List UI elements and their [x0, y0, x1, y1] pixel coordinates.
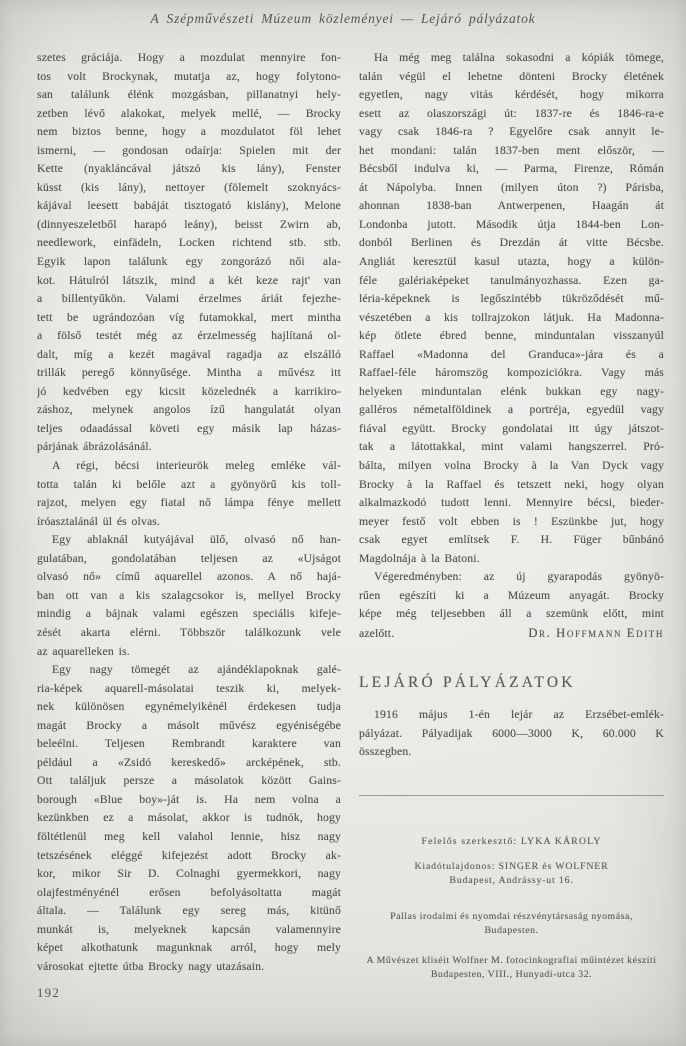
paragraph — [37, 661, 341, 976]
paragraph — [359, 706, 664, 762]
text-line: kezünkben ez a másolat, akkor is tudnók, hogy — [37, 811, 341, 825]
paragraph — [37, 457, 341, 531]
text-line: Ott találjuk persze a másolatok között Gains- — [37, 774, 341, 788]
text-line: a billentyűkön. Valami érzelmes áriát fejezhe- — [37, 292, 341, 306]
running-head: A Szépművészeti Múzeum közleményei — Lejáró pályázatok — [150, 11, 536, 26]
text-line: Végeredményben: az új gyarapodás gyönyö- — [374, 570, 664, 584]
text-line: kot. Hátulról látszik, mind a két keze rajt' van — [37, 273, 341, 287]
text-line: Angliát keresztül kasul utazta, hogy a külön- — [359, 255, 664, 269]
text-line: trillák peregő könnyűsége. Mintha a művész itt — [37, 366, 341, 380]
author-signature: Dr. Hoffmann Edith — [528, 625, 664, 640]
text-line: olajfestményénél erősen befolyásoltatta magát — [37, 885, 341, 899]
text-line: borough «Blue boy»-ját is. Ha nem volna a — [37, 792, 341, 806]
paragraph — [359, 568, 664, 624]
text-line: olvasó nő» című aquarellel azonos. A nő hajá- — [37, 570, 341, 584]
text-line: az aquarelleken is. — [37, 644, 130, 658]
text-line: san találunk élénk mozgásban, pillanatnyi hely- — [37, 88, 341, 102]
text-line: tetszésének eléggé kifejezést adott Brocky ak- — [37, 848, 341, 862]
section-body-text — [359, 706, 664, 762]
text-line: a fölső testét még az érzelmesség hajlítaná ol- — [37, 329, 341, 343]
text-line: át Nápolyba. Innen (milyen úton ?) Párisba, — [359, 180, 664, 194]
text-line: meyer festő volt ebben is ! Eszünkbe jut, hogy — [359, 514, 664, 528]
text-line: íróasztalánál ül és olvas. — [37, 514, 161, 528]
text-line: Kette (nyakláncával játszó kis lány), Fenster — [37, 162, 341, 176]
text-line: egyetlen, nagy vitás kérdését, hogy mikorra — [359, 88, 664, 102]
text-line: 1916 május 1-én lejár az Erzsébet-emlék- — [374, 708, 664, 722]
text-line: tos volt Brockynak, mutatja az, hogy folytono- — [37, 69, 341, 83]
text-line: föltétlenül meg kell valahol lennie, hisz nagy — [37, 829, 341, 843]
text-line: Egy nagy tömegét az ajándéklapoknak galé- — [52, 663, 341, 677]
imprint-line: Pallas irodalmi és nyomdai részvénytársaság nyomása, — [390, 911, 633, 923]
text-line: általa. — Találunk egy sereg más, kitünő — [37, 904, 341, 918]
text-line: het mondani: talán 1837-ben ment először, — — [359, 143, 664, 157]
text-line: összegben. — [359, 745, 412, 759]
paragraph — [359, 49, 664, 568]
text-line: vészetében a kis tollrajzokon látjuk. Ha Madonna- — [359, 310, 664, 324]
text-line: például a «Zsidó kereskedő» arcképének, stb. — [37, 755, 341, 769]
text-line: Magdolnája à la Batoni. — [359, 551, 480, 565]
text-line: zetben lévő alakokat, melyek mellé, — Brocky — [37, 106, 341, 120]
text-line: rajzot, melyen egy fiatal nő lámpa fénye mellett — [37, 496, 341, 510]
signature-lead-text: azelőtt. — [359, 626, 395, 640]
text-line: Raffael-féle háromszög kompoziciókra. Vagy más — [359, 366, 664, 380]
text-line: nek különösen egynémelyikénél érdekesen tudja — [37, 700, 341, 714]
text-line: záshoz, melynek angolos ízű hangulatát olyan — [37, 403, 341, 417]
text-line: Bécsből indulva ki, — Parma, Firenze, Rómán — [359, 162, 664, 176]
right-text-column — [359, 49, 664, 981]
imprint-line: Felelős szerkesztő: LYKA KÁROLY — [421, 835, 602, 847]
text-line: dalt, míg a kezét magával ragadja az elszálló — [37, 347, 341, 361]
text-line: A régi, bécsi interieurök meleg emléke vál- — [52, 459, 341, 473]
text-line: ria-képek aquarell-másolatai teszik ki, melyek- — [37, 681, 341, 695]
text-line: párjának ábrázolásánál. — [37, 440, 152, 454]
text-line: bálta, milyen volna Brocky à la Van Dyck vagy — [359, 459, 664, 473]
text-line: Brocky à la Raffael és tetszett neki, hogy olyan — [359, 477, 664, 491]
text-line: beleélni. Teljesen Rembrandt karaktere van — [37, 737, 341, 751]
text-line: kor, mikor Sir D. Colnaghi gyermekkori, nagy — [37, 867, 341, 881]
imprint-block — [359, 835, 664, 982]
text-line: pályázat. Pályadijak 6000—3000 K, 60.000 K — [359, 726, 664, 740]
text-line: rűen egészíti ki a Múzeum anyagát. Brocky — [359, 588, 664, 602]
text-line: galléros németalföldinek a portréja, egyedül vagy — [359, 403, 664, 417]
text-line: kép ötlete ébred benne, minduntalan visszanyúl — [359, 329, 664, 343]
text-line: Ha még meg találna sokasodni a kópiák tömege, — [374, 51, 664, 64]
text-line: Egy ablaknál kutyájával ülő, olvasó nő han- — [52, 533, 341, 547]
text-line: munkát is, melyeknek kapcsán valamennyire — [37, 922, 341, 936]
left-text-column — [37, 49, 341, 976]
text-line: totta talán ki belőle azt a gyönyörű kis toll- — [37, 477, 341, 491]
text-line: küsst (kis lány), nettoyer (fölemelt szoknyács- — [37, 180, 341, 194]
text-line: zését akarta elérni. Többször találkozunk vele — [37, 625, 341, 639]
imprint-line: Budapesten, VIII., Hunyadi-utca 32. — [430, 968, 593, 980]
text-line: fiával együtt. Brocky gondolatai itt úgy játszot- — [359, 421, 664, 435]
imprint-line: A Művészet kliséit Wolfner M. fotocinkografiai műintézet készíti — [366, 955, 657, 967]
imprint-group — [359, 910, 664, 937]
text-line: Raffael «Madonna del Granduca»-jára és a — [359, 347, 664, 361]
text-line: ban ott van a kis szalagcsokor is, mellyel Brocky — [37, 588, 341, 602]
text-line: tett be ugrándozóan víg futamokkal, mert mintha — [37, 310, 341, 324]
imprint-line: Budapesten. — [484, 924, 539, 936]
text-line: teljes odaadással követi egy másik lap házas- — [37, 421, 341, 435]
section-heading-lejaro-palyazatok: LEJÁRÓ PÁLYÁZATOK — [359, 673, 576, 691]
text-line: alkalmazkodó tudott lenni. Mennyire bécsi, bieder- — [359, 496, 664, 510]
text-line: magát Brocky a másolt művész egyéniségébe — [37, 718, 341, 732]
page-number: 192 — [37, 986, 61, 1000]
imprint-line: Kiadótulajdonos: SINGER és WOLFNER — [414, 861, 609, 873]
text-line: kájával leesett babáját tisztogató kislány), Melone — [37, 199, 341, 213]
text-line: Londonba jutott. Második útja 1844-ben Lon- — [359, 217, 664, 231]
paragraph — [37, 49, 341, 457]
text-line: féle galériaképeket tanulmányozhassa. Ezen ga- — [359, 273, 664, 287]
text-line: talán végül el lehetne dönteni Brocky életének — [359, 69, 664, 83]
text-line: csak egyet említsek F. H. Füger bűnbánó — [359, 533, 664, 547]
imprint-group — [359, 835, 664, 849]
text-line: városokat ejtette útba Brocky nagy utazásain. — [37, 959, 265, 973]
text-line: Egyik lapon találunk egy zongorázó női ala- — [37, 255, 341, 269]
text-line: képe még teljesebben áll a szemünk előtt, mint — [359, 607, 664, 621]
text-line: szetes gráciája. Hogy a mozdulat mennyire fon- — [37, 51, 341, 64]
text-line: jó kedvében egy kicsit közelednék a karrikiro- — [37, 384, 341, 398]
text-line: helyeken minduntalan elénk bukkan egy nagy- — [359, 384, 664, 398]
imprint-group — [359, 954, 664, 981]
text-line: gulatában, gondolatában teljesen az «Ujságot — [37, 551, 341, 565]
article-end-text — [359, 49, 664, 624]
imprint-line: Budapest, Andrássy-ut 16. — [449, 874, 574, 886]
text-line: ahonnan 1838-ban Antwerpenen, Haagán át — [359, 199, 664, 213]
imprint-divider-rule — [359, 795, 664, 796]
text-line: needlework, einfädeln, Locken richtend stb. stb. — [37, 236, 341, 250]
text-line: léria-képeknek is legőszintébb tükröződését mű- — [359, 292, 664, 306]
paragraph — [37, 531, 341, 661]
text-line: tak a látottakkal, mint valami hangszerrel. Pró- — [359, 440, 664, 454]
text-line: vagy csak 1846-ra ? Egyelőre csak annyit le- — [359, 125, 664, 139]
text-line: képet alkothatunk magunknak arról, hogy mely — [37, 941, 341, 955]
text-line: nem biztos benne, hogy a mozdulatot föl lehet — [37, 125, 341, 139]
text-line: mindig a bájnak valami egészen speciális kifeje- — [37, 607, 341, 621]
text-line: ismerni, — gondosan odaírja: Spielen mit der — [37, 143, 341, 157]
signature-row — [359, 624, 664, 643]
text-line: donból Berlinen és Drezdán át vitte Bécsbe. — [359, 236, 664, 250]
text-line: (dinnyeszeletből harapó leány), beisst Zwirn ab, — [37, 217, 341, 231]
imprint-group — [359, 860, 664, 887]
text-line: esett az olaszországi út: 1837-re és 1846-ra-e — [359, 106, 664, 120]
